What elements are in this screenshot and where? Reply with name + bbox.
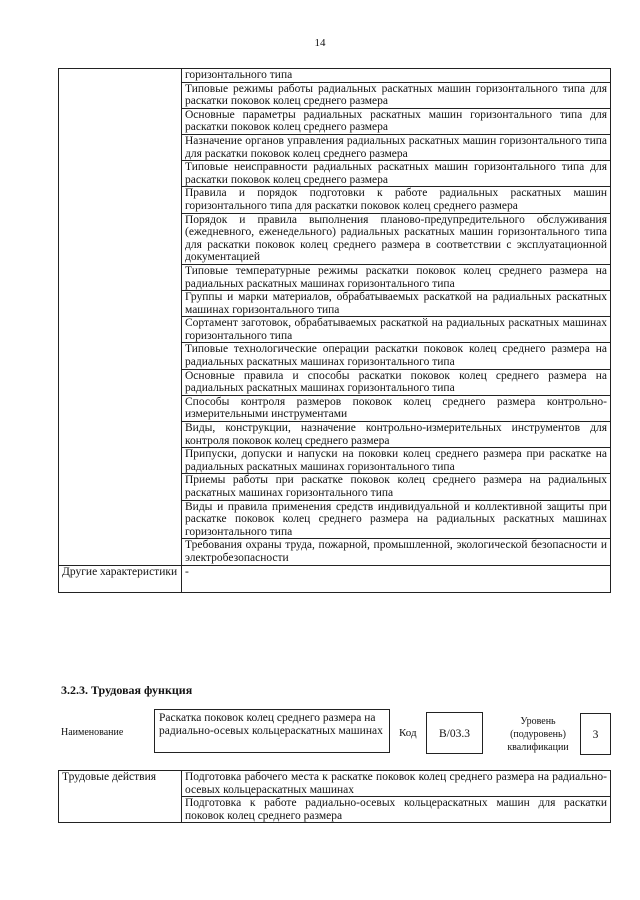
code-label: Код [399, 727, 417, 739]
section-title: 3.2.3. Трудовая функция [61, 683, 193, 697]
knowledge-item: Порядок и правила выполнения планово-предупредительного обслуживания (ежедневного, еженедельного) радиальных раскатных машин горизонтального типа для раскатки поковок колец среднего размера в соответствии с эксплуатационной документацией [182, 213, 611, 264]
other-characteristics-value: - [182, 565, 611, 592]
knowledge-item: Основные параметры радиальных раскатных машин горизонтального типа для раскатки поковок колец среднего размера [182, 108, 611, 134]
labor-actions-label: Трудовые действия [59, 771, 182, 823]
knowledge-label-cell [59, 69, 182, 566]
knowledge-item: Типовые температурные режимы раскатки поковок колец среднего размера на радиальных раскатных машинах горизонтального типа [182, 264, 611, 290]
labor-action-row [59, 771, 611, 797]
knowledge-item: Требования охраны труда, пожарной, промышленной, экологической безопасности и электробезопасности [182, 539, 611, 565]
page-number: 14 [314, 37, 326, 49]
name-value-box: Раскатка поковок колец среднего размера на радиально-осевых кольцераскатных машинах [154, 709, 390, 753]
knowledge-item: Виды и правила применения средств индивидуальной и коллективной защиты при раскатке поковок колец среднего размера на радиальных раскатных машинах горизонтального типа [182, 500, 611, 539]
knowledge-item: Виды, конструкции, назначение контрольно-измерительных инструментов для контроля поковок колец среднего размера [182, 422, 611, 448]
knowledge-row [59, 69, 611, 83]
knowledge-item: Назначение органов управления радиальных раскатных машин горизонтального типа для раскатки поковок колец среднего размера [182, 134, 611, 160]
knowledge-item: Сортамент заготовок, обрабатываемых раскаткой на радиальных раскатных машинах горизонтального типа [182, 317, 611, 343]
knowledge-item: Припуски, допуски и напуски на поковки колец среднего размера при раскатке на радиальных раскатных машинах горизонтального типа [182, 448, 611, 474]
knowledge-item: Основные правила и способы раскатки поковок колец среднего размера на радиальных раскатных машинах горизонтального типа [182, 369, 611, 395]
knowledge-table [58, 68, 611, 593]
labor-action-item: Подготовка к работе радиально-осевых кольцераскатных машин для раскатки поковок колец среднего размера [182, 797, 611, 823]
level-value-box: 3 [580, 713, 611, 755]
other-characteristics-row [59, 565, 611, 592]
name-label: Наименование [61, 727, 124, 738]
other-characteristics-label: Другие характеристики [59, 565, 182, 592]
knowledge-item: Способы контроля размеров поковок колец среднего размера контрольно-измерительными инструментами [182, 395, 611, 421]
knowledge-item: Правила и порядок подготовки к работе радиальных раскатных машин горизонтального типа для раскатки поковок колец среднего размера [182, 187, 611, 213]
knowledge-item: Типовые режимы работы радиальных раскатных машин горизонтального типа для раскатки поковок колец среднего размера [182, 82, 611, 108]
labor-actions-table [58, 770, 611, 823]
knowledge-item: горизонтального типа [182, 69, 611, 83]
knowledge-item: Типовые неисправности радиальных раскатных машин горизонтального типа для раскатки поковок колец среднего размера [182, 161, 611, 187]
knowledge-item: Группы и марки материалов, обрабатываемых раскаткой на радиальных раскатных машинах горизонтального типа [182, 291, 611, 317]
knowledge-item: Приемы работы при раскатке поковок колец среднего размера на радиальных раскатных машинах горизонтального типа [182, 474, 611, 500]
level-label: Уровень (подуровень) квалификации [507, 716, 569, 753]
knowledge-item: Типовые технологические операции раскатки поковок колец среднего размера на радиальных раскатных машинах горизонтального типа [182, 343, 611, 369]
code-value-box: В/03.3 [426, 712, 483, 754]
labor-action-item: Подготовка рабочего места к раскатке поковок колец среднего размера на радиально-осевых кольцераскатных машинах [182, 771, 611, 797]
